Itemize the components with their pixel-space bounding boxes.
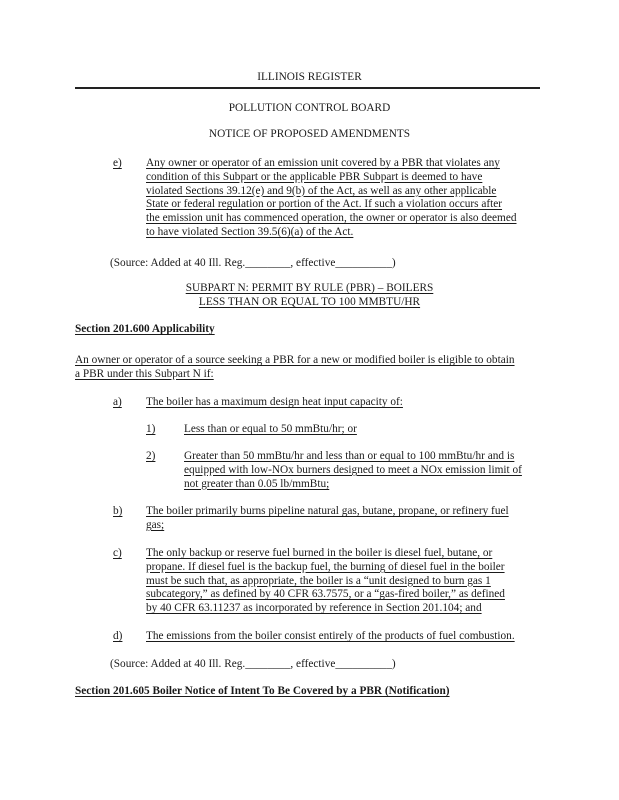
para-e-text <box>146 157 517 240</box>
source-note-2: (Source: Added at 40 Ill. Reg.________, effective__________) <box>110 658 396 670</box>
subpart-heading-line1: SUBPART N: PERMIT BY RULE (PBR) – BOILERS <box>185 282 434 294</box>
item-a1-label: 1) <box>146 423 156 435</box>
item-b-text <box>146 505 509 533</box>
para-e-label: e) <box>113 157 122 169</box>
item-a2-line: not greater than 0.05 lb/mmBtu; <box>184 477 330 490</box>
item-a2-label: 2) <box>146 450 156 462</box>
item-c-line: propane. If diesel fuel is the backup fuel, the burning of diesel fuel in the boiler <box>146 560 505 573</box>
para-e-line: condition of this Subpart or the applicable PBR Subpart is deemed to have <box>146 170 483 183</box>
item-c-line: The only backup or reserve fuel burned in the boiler is diesel fuel, butane, or <box>146 547 493 559</box>
subpart-heading-line2: LESS THAN OR EQUAL TO 100 MMBTU/HR <box>198 296 421 308</box>
section-600-intro <box>75 354 515 382</box>
item-b-line: The boiler primarily burns pipeline natural gas, butane, propane, or refinery fuel <box>146 505 509 517</box>
para-e-line: violated Sections 39.12(e) and 9(b) of the Act, as well as any other applicable <box>146 184 497 197</box>
item-b-line: gas; <box>146 518 165 531</box>
item-d-label: d) <box>113 630 123 642</box>
item-c-line: by 40 CFR 63.11237 as incorporated by reference in Section 201.104; and <box>146 602 482 615</box>
item-a2-line: Greater than 50 mmBtu/hr and less than or equal to 100 mmBtu/hr and is <box>184 450 515 462</box>
para-e-line: the emission unit has commenced operation, the owner or operator is also deemed <box>146 212 517 225</box>
item-a1-text: Less than or equal to 50 mmBtu/hr; or <box>184 423 357 435</box>
intro-line: a PBR under this Subpart N if: <box>75 367 214 380</box>
para-e-line: State or federal regulation or portion of the Act. If such a violation occurs after <box>146 198 503 211</box>
register-title: ILLINOIS REGISTER <box>257 71 362 83</box>
item-a2-line: equipped with low-NOx burners designed to meet a NOx emission limit of <box>184 463 522 476</box>
item-c-text <box>146 547 505 616</box>
item-c-label: c) <box>113 547 122 559</box>
notice-title: NOTICE OF PROPOSED AMENDMENTS <box>208 128 411 140</box>
item-a2-text <box>184 450 522 491</box>
item-b-label: b) <box>113 505 123 517</box>
para-e-line: to have violated Section 39.5(6)(a) of the Act. <box>146 225 354 238</box>
header-rule <box>75 87 540 89</box>
para-e-line: Any owner or operator of an emission unit covered by a PBR that violates any <box>146 157 500 169</box>
item-a-label: a) <box>113 396 122 408</box>
item-c-line: subcategory,” as defined by 40 CFR 63.7575, or a “gas-fired boiler,” as defined <box>146 588 505 601</box>
item-a-text: The boiler has a maximum design heat input capacity of: <box>146 396 403 408</box>
section-600-heading: Section 201.600 Applicability <box>75 323 215 335</box>
item-c-line: must be such that, as appropriate, the boiler is a “unit designed to burn gas 1 <box>146 574 491 587</box>
item-d-text: The emissions from the boiler consist entirely of the products of fuel combustion. <box>146 630 515 642</box>
board-title: POLLUTION CONTROL BOARD <box>228 102 391 114</box>
source-note-1: (Source: Added at 40 Ill. Reg.________, effective__________) <box>110 257 396 269</box>
intro-line: An owner or operator of a source seeking a PBR for a new or modified boiler is eligible to obtain <box>75 354 515 366</box>
section-605-heading: Section 201.605 Boiler Notice of Intent To Be Covered by a PBR (Notification) <box>75 685 450 697</box>
